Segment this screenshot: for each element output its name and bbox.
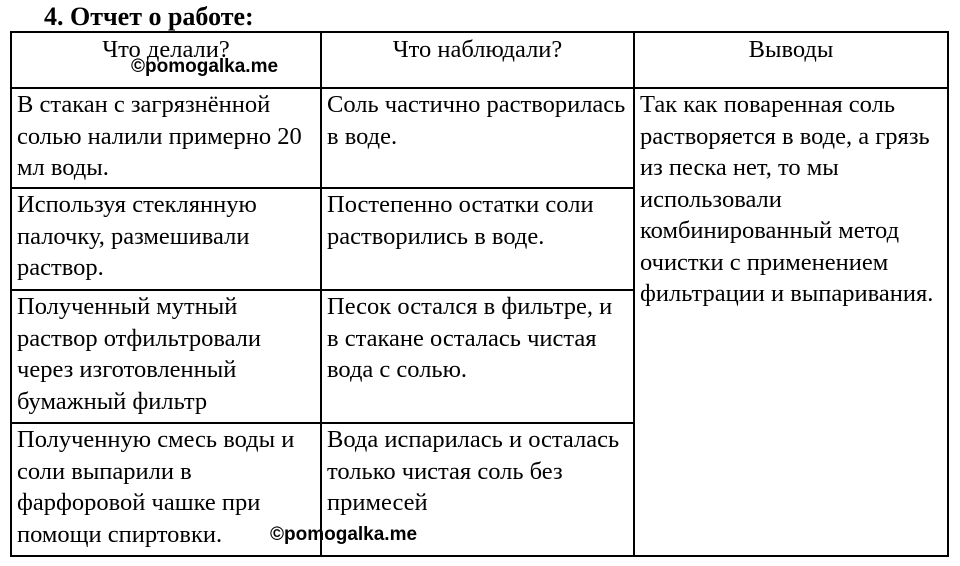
- observed-text: Постепенно остатки соли растворились в воде.: [327, 191, 594, 250]
- did-cell: [11, 290, 321, 423]
- conclusion-cell: [634, 88, 948, 556]
- observed-text: Песок остался в фильтре, и в стакане осталась чистая вода с солью.: [327, 293, 613, 383]
- did-cell: [11, 88, 321, 188]
- observed-cell: [321, 188, 634, 290]
- watermark-bottom: ©pomogalka.me: [270, 524, 418, 545]
- header-what-observed: [321, 32, 634, 88]
- did-cell: [11, 188, 321, 290]
- observed-text: Вода испарилась и осталась только чистая соль без примесей: [327, 426, 620, 516]
- observed-text: Соль частично растворилась в воде.: [327, 91, 626, 150]
- observed-cell: [321, 88, 634, 188]
- table-row: [11, 88, 948, 188]
- header-what-observed-label: Что наблюдали?: [392, 36, 563, 63]
- did-text: Используя стеклянную палочку, размешивали раствор.: [17, 191, 257, 281]
- header-conclusions-label: Выводы: [748, 36, 834, 63]
- section-heading: 4. Отчет о работе:: [44, 2, 254, 31]
- did-text: Полученный мутный раствор отфильтровали через изготовленный бумажный фильтр: [17, 293, 261, 415]
- header-conclusions: [634, 32, 948, 88]
- did-text: Полученную смесь воды и соли выпарили в фарфоровой чашке при помощи спиртовки.: [17, 426, 295, 548]
- observed-cell: [321, 290, 634, 423]
- header-what-did-label: Что делали?: [102, 36, 230, 63]
- did-text: В стакан с загрязнённой солью налили примерно 20 мл воды.: [17, 91, 302, 181]
- watermark-top: ©pomogalka.me: [131, 56, 279, 77]
- report-table: [10, 31, 949, 557]
- conclusion-text: Так как поваренная соль растворяется в воде, а грязь из песка нет, то мы использовали комбинированный метод очистки с применением фильтрации и выпаривания.: [640, 91, 934, 307]
